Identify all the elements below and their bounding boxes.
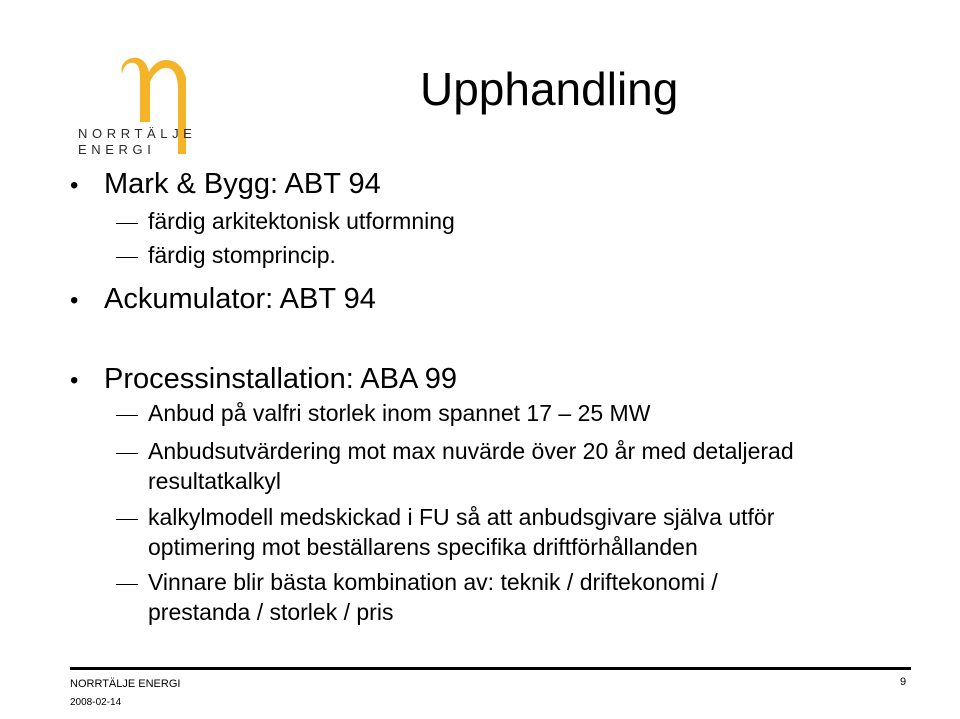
bullet-dot-icon: • bbox=[70, 287, 79, 314]
sub-item: Anbud på valfri storlek inom spannet 17 – 25 MW bbox=[148, 400, 651, 426]
bullet-dot-icon: • bbox=[70, 172, 79, 199]
footer-company: NORRTÄLJE ENERGI bbox=[70, 678, 181, 690]
footer-divider bbox=[70, 667, 911, 670]
footer-date: 2008-02-14 bbox=[70, 697, 122, 708]
bullet-processinstallation: Processinstallation: ABA 99 bbox=[104, 363, 458, 395]
sub-item-continuation: prestanda / storlek / pris bbox=[148, 599, 394, 625]
company-logo bbox=[78, 54, 196, 164]
bullet-mark-bygg: Mark & Bygg: ABT 94 bbox=[104, 168, 381, 200]
dash-icon bbox=[116, 257, 138, 258]
bullet-dot-icon: • bbox=[70, 367, 79, 394]
dash-icon bbox=[116, 453, 138, 454]
sub-item: kalkylmodell medskickad i FU så att anbudsgivare själva utför bbox=[148, 504, 775, 530]
sub-item: Anbudsutvärdering mot max nuvärde över 20 år med detaljerad bbox=[148, 438, 794, 464]
page-number: 9 bbox=[900, 676, 907, 688]
dash-icon bbox=[116, 584, 138, 585]
bullet-ackumulator: Ackumulator: ABT 94 bbox=[104, 283, 376, 315]
dash-icon bbox=[116, 415, 138, 416]
logo-line-1: NORRTÄLJE bbox=[78, 126, 197, 141]
sub-item: färdig stomprincip. bbox=[148, 242, 336, 268]
sub-item: Vinnare blir bästa kombination av: teknik / driftekonomi / bbox=[148, 569, 718, 595]
sub-item: färdig arkitektonisk utformning bbox=[148, 208, 455, 234]
slide-title: Upphandling bbox=[420, 63, 679, 115]
sub-item-continuation: resultatkalkyl bbox=[148, 468, 281, 494]
dash-icon bbox=[116, 223, 138, 224]
dash-icon bbox=[116, 519, 138, 520]
logo-line-2: ENERGI bbox=[78, 142, 156, 157]
sub-item-continuation: optimering mot beställarens specifika driftförhållanden bbox=[148, 534, 698, 560]
